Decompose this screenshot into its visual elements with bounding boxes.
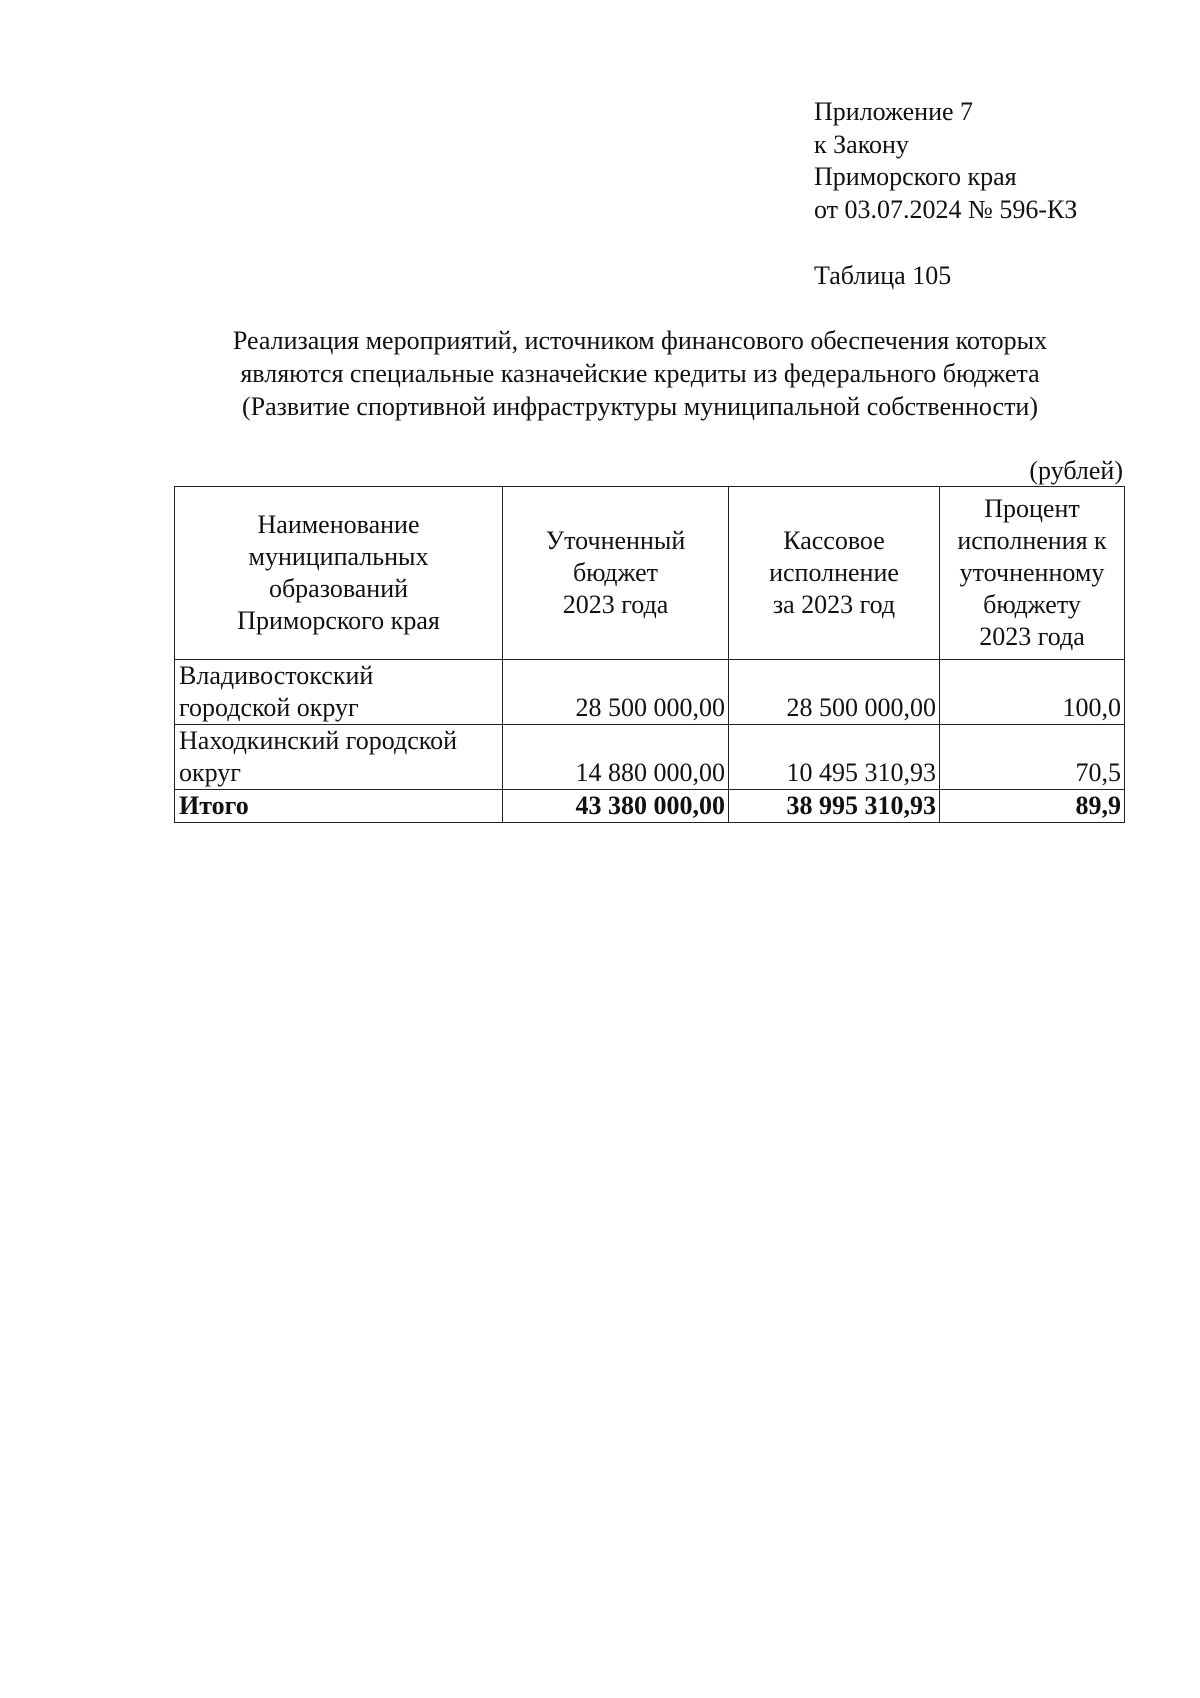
header-text: Приморского края	[237, 606, 440, 635]
percent-cell: 100,0	[940, 660, 1125, 725]
header-percent	[940, 487, 1125, 660]
header-text: образований	[268, 574, 409, 603]
table-header	[175, 487, 1125, 660]
total-percent: 89,9	[940, 790, 1125, 823]
title-line: (Развитие спортивной инфраструктуры муниципальной собственности)	[241, 392, 1039, 421]
header-text: бюджет	[572, 558, 659, 587]
budget-cell: 14 880 000,00	[503, 725, 729, 790]
total-execution: 38 995 310,93	[729, 790, 940, 823]
header-text: 2023 года	[979, 622, 1085, 651]
appendix-line: от 03.07.2024 № 596-КЗ	[814, 194, 1078, 224]
municipality-text: Владивостокский	[179, 661, 374, 690]
header-execution	[729, 487, 940, 660]
total-budget: 43 380 000,00	[503, 790, 729, 823]
execution-cell: 28 500 000,00	[729, 660, 940, 725]
header-text: Кассовое	[783, 526, 885, 555]
header-text: бюджету	[983, 590, 1081, 619]
appendix-line: Приморского края	[814, 162, 1017, 191]
header-text: за 2023 год	[772, 590, 896, 619]
header-text: Процент	[984, 494, 1080, 523]
appendix-line: к Закону	[814, 129, 909, 159]
municipality-text: Находкинский городской	[179, 726, 458, 755]
municipality-cell	[175, 725, 503, 790]
document-title	[140, 324, 1140, 423]
header-text: Наименование	[257, 510, 420, 539]
title-line: являются специальные казначейские кредиты из федерального бюджета	[240, 359, 1040, 388]
header-text: 2023 года	[562, 590, 669, 619]
appendix-line: Приложение 7	[814, 97, 974, 126]
header-row	[175, 487, 1125, 660]
table-row	[175, 660, 1125, 725]
budget-cell: 28 500 000,00	[503, 660, 729, 725]
units-label: (рублей)	[1029, 456, 1123, 485]
percent-cell: 70,5	[940, 725, 1125, 790]
total-row	[175, 790, 1125, 823]
municipality-text: городской округ	[179, 693, 359, 722]
table-number: Таблица 105	[814, 261, 952, 290]
municipality-text: округ	[179, 758, 241, 787]
header-text: Уточненный	[545, 526, 686, 555]
total-label: Итого	[175, 790, 503, 823]
budget-table	[174, 486, 1125, 823]
table-row	[175, 725, 1125, 790]
appendix-block	[814, 96, 1077, 226]
header-text: исполнение	[769, 558, 899, 587]
header-text: муниципальных	[248, 542, 429, 571]
municipality-cell	[175, 660, 503, 725]
execution-cell: 10 495 310,93	[729, 725, 940, 790]
title-line: Реализация мероприятий, источником финансового обеспечения которых	[232, 326, 1048, 355]
table-body	[175, 660, 1125, 823]
header-text: исполнения к	[957, 526, 1107, 555]
header-budget	[503, 487, 729, 660]
header-municipality	[175, 487, 503, 660]
header-text: уточненному	[959, 558, 1105, 587]
